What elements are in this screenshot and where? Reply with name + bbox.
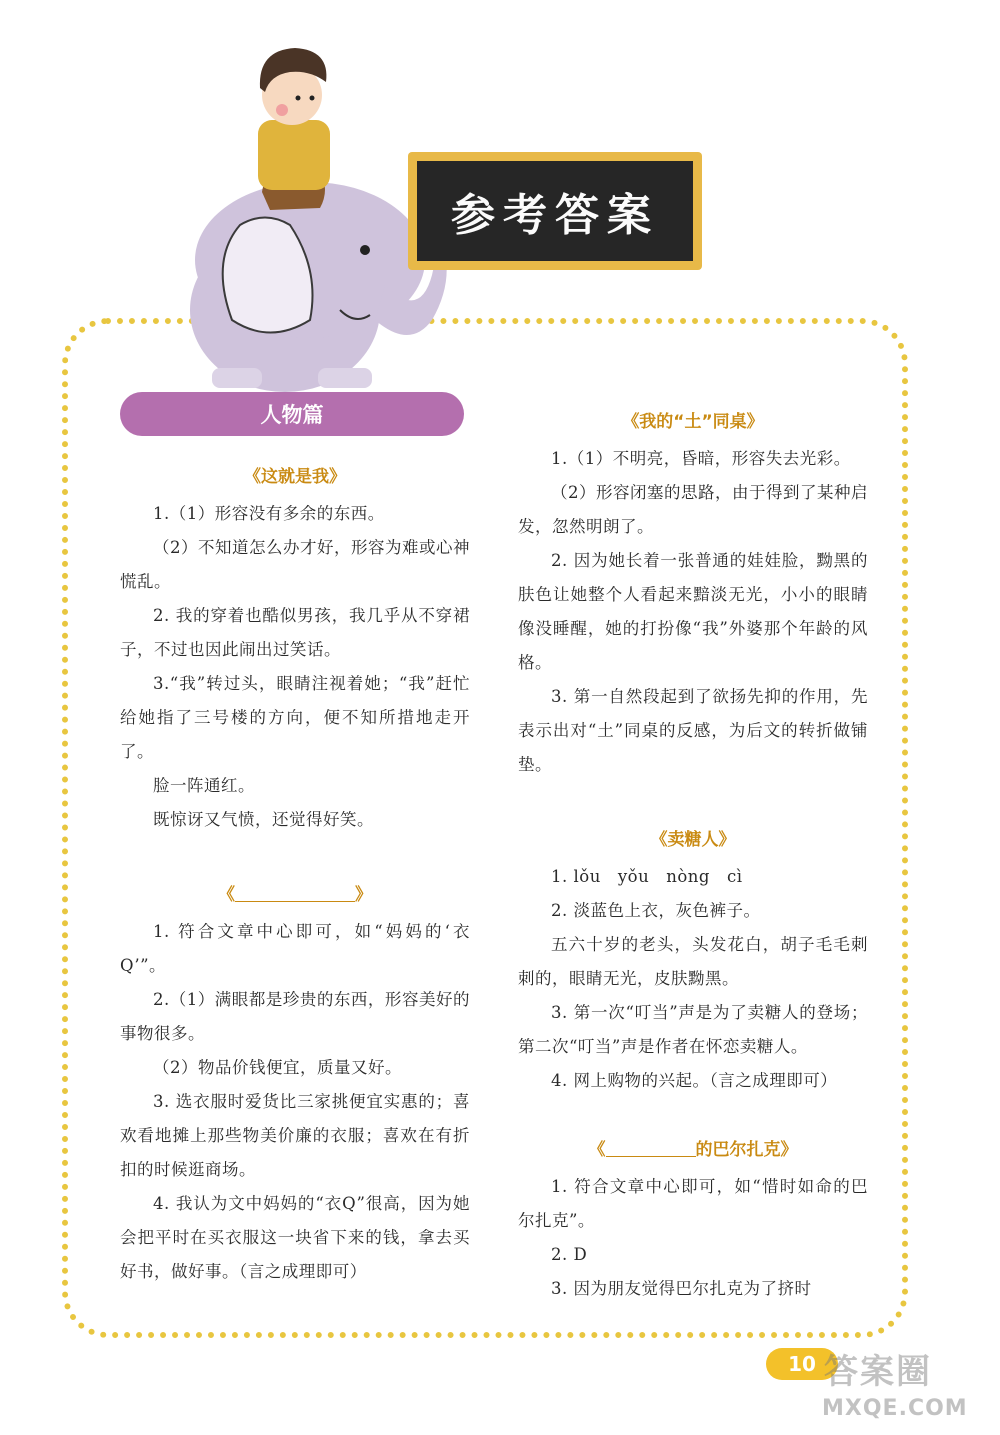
answer-line: 1. 符合文章中心即可，如“妈妈的‘衣Q’”。 [120,922,470,975]
section-title-zhejiushiwo: 《这就是我》 [244,467,346,487]
answer-line: 2.（1）满眼都是珍贵的东西，形容美好的事物很多。 [120,990,470,1043]
section-title-balzac [518,1134,868,1166]
answer-line: （2）不知道怎么办才好，形容为难或心神慌乱。 [120,538,470,591]
title-close-bracket: 》 [355,885,372,905]
answer-line: 3. 选衣服时爱货比三家挑便宜实惠的；喜欢看地摊上那些物美价廉的衣服；喜欢在有折扣的时候逛商场。 [120,1092,470,1179]
section-title-tu-tongzhuo: 《我的“土”同桌》 [622,412,764,432]
answer-line: 既惊讶又气愤，还觉得好笑。 [153,810,374,829]
watermark-url: MXQE.COM [822,1396,968,1421]
title-blank-line [606,1142,696,1157]
title-tail: 的巴尔扎克》 [695,1140,798,1160]
page-number: 10 [788,1352,816,1376]
answer-line: 3. 第一次“叮当”声是为了卖糖人的登场；第二次“叮当”声是作者在怀恋卖糖人。 [518,1003,868,1056]
answer-line: 脸一阵通红。 [153,776,255,795]
answer-line: 1. lǒu yǒu nòng cì [551,867,743,886]
answer-line: 3. 第一自然段起到了欲扬先抑的作用，先表示出对“土”同桌的反感，为后文的转折做铺垫。 [518,687,868,774]
answer-line: 1.（1）不明亮，昏暗，形容失去光彩。 [551,449,851,468]
watermark-text: 答案圈 [824,1352,932,1392]
watermark-logo [820,1338,990,1430]
category-banner [120,392,464,436]
section-title-blank [120,879,470,911]
answer-line: 4. 网上购物的兴起。（言之成理即可） [551,1071,838,1090]
answer-line: 1. 符合文章中心即可，如“惜时如命的巴尔扎克”。 [518,1177,868,1230]
page-title: 参考答案 [451,190,659,241]
answer-line: 3. 因为朋友觉得巴尔扎克为了挤时 [551,1279,812,1298]
section-title-maitangren: 《卖糖人》 [650,830,736,850]
title-blank-line [235,887,355,902]
answer-line: 五六十岁的老头，头发花白，胡子毛毛刺刺的，眼睛无光，皮肤黝黑。 [518,935,868,988]
answer-line: 2. D [551,1245,588,1264]
title-board-inner [417,161,693,261]
title-open-bracket: 《 [588,1140,606,1160]
category-label: 人物篇 [260,403,324,427]
left-column [120,455,470,1289]
answer-line: （2）物品价钱便宜，质量又好。 [153,1058,402,1077]
answer-line: 3.“我”转过头，眼睛注视着她；“我”赶忙给她指了三号楼的方向，便不知所措地走开了。 [120,674,470,761]
answer-line: （2）形容闭塞的思路，由于得到了某种启发，忽然明朗了。 [518,483,868,536]
answer-line: 2. 我的穿着也酷似男孩，我几乎从不穿裙子，不过也因此闹出过笑话。 [120,606,470,659]
right-column [518,400,868,1306]
answer-line: 4. 我认为文中妈妈的“衣Q”很高，因为她会把平时在买衣服这一块省下来的钱，拿去买好书，做好事。（言之成理即可） [120,1194,470,1281]
title-open-bracket: 《 [218,885,235,905]
answer-line: 2. 因为她长着一张普通的娃娃脸，黝黑的肤色让她整个人看起来黯淡无光，小小的眼睛像没睡醒，她的打扮像“我”外婆那个年龄的风格。 [518,551,868,672]
answer-line: 2. 淡蓝色上衣，灰色裤子。 [551,901,761,920]
title-board [408,152,702,270]
answer-line: 1.（1）形容没有多余的东西。 [153,504,385,523]
